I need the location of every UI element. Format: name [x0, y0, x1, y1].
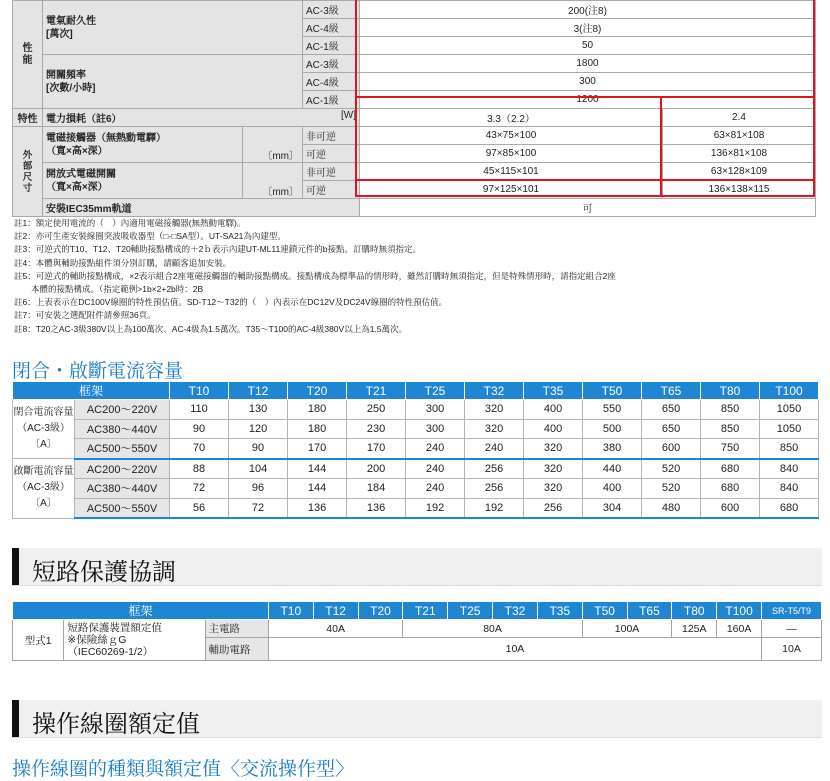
model-header: T100	[760, 382, 819, 400]
electrical-durability-label: 電氣耐久性 [萬次]	[43, 1, 303, 55]
model-header: T25	[406, 382, 465, 400]
value-cell: 136×138×115	[663, 181, 816, 199]
value-cell: 104	[229, 459, 288, 479]
value-cell: 88	[170, 459, 229, 479]
value-cell: 120	[229, 419, 288, 439]
category-cell: AC-1級	[303, 91, 360, 109]
value-cell: 110	[170, 400, 229, 420]
value-cell: 380	[583, 439, 642, 459]
value-cell: 72	[170, 479, 229, 499]
value-cell: 840	[760, 459, 819, 479]
value-cell: 144	[288, 479, 347, 499]
model-header: T32	[465, 382, 524, 400]
value-cell: 1050	[760, 419, 819, 439]
group-characteristics-label: 特性	[13, 109, 43, 127]
value-cell: 850	[701, 400, 760, 420]
value-cell: 50	[360, 37, 816, 55]
note-line: 註3：可逆式的T10、T12、T20輔助接點構成的＋2ｂ表示內建UT-ML11連鎖元件的b接點。訂購時無須指定。	[14, 244, 421, 255]
value-cell: 40A	[268, 620, 402, 638]
value-cell: 192	[465, 498, 524, 518]
model-header: SR-T5/T9	[762, 602, 822, 620]
spec-table	[12, 0, 816, 217]
category-cell: AC-4級	[303, 73, 360, 91]
value-cell: 96	[229, 479, 288, 499]
capacity-header-row	[13, 382, 819, 400]
value-cell: 400	[583, 479, 642, 499]
capacity-title: 閉合・啟斷電流容量	[12, 361, 184, 382]
rating-label: 短路保護裝置額定值 ※保險絲ｇG （IEC60269-1/2）	[64, 620, 205, 661]
value-cell: 680	[701, 459, 760, 479]
model-header: T35	[537, 602, 582, 620]
category-cell: AC-4級	[303, 19, 360, 37]
switching-frequency-label: 開關頻率 [次數/小時]	[43, 55, 303, 109]
model-header: T20	[288, 382, 347, 400]
type-cell: 可逆	[303, 145, 360, 163]
power-loss-unit: [W]	[341, 110, 356, 121]
value-cell: 256	[524, 498, 583, 518]
value-cell: 300	[406, 400, 465, 420]
value-cell: 144	[288, 459, 347, 479]
value-cell: 170	[288, 439, 347, 459]
value-cell: 3(注8)	[360, 19, 816, 37]
category-cell: AC-3級	[303, 1, 360, 19]
value-cell: 300	[360, 73, 816, 91]
value-cell: 680	[760, 498, 819, 518]
value-cell: 1800	[360, 55, 816, 73]
note-line: 註5：可逆式的輔助接點構成，×2表示組合2座電磁接觸器的輔助接點構成。接點構成為標準品的情形時，雖然訂購時無須指定，但是特殊情形時，請指定組合2座	[14, 270, 616, 281]
frame-header: 框架	[13, 602, 269, 620]
model-header: T21	[403, 602, 448, 620]
value-cell: 650	[642, 400, 701, 420]
voltage-cell: AC380～440V	[75, 419, 170, 439]
value-cell: 45×115×101	[360, 163, 663, 181]
value-cell: 320	[524, 479, 583, 499]
type-cell: 非可逆	[303, 163, 360, 181]
type-cell: 非可逆	[303, 127, 360, 145]
model-header: T25	[448, 602, 493, 620]
value-cell: 90	[229, 439, 288, 459]
value-cell: 304	[583, 498, 642, 518]
type-label: 型式1	[13, 620, 64, 661]
value-cell: 125A	[672, 620, 717, 638]
capacity-row	[13, 400, 819, 420]
value-cell: 250	[347, 400, 406, 420]
value-cell: 180	[288, 400, 347, 420]
value-cell: 130	[229, 400, 288, 420]
value-cell: 97×125×101	[360, 181, 663, 199]
note-line: 註7：可安裝之選配附件請參照36頁。	[14, 310, 156, 321]
value-cell: 43×75×100	[360, 127, 663, 145]
aux-circuit-label: 輔助電路	[205, 638, 268, 661]
value-cell: 320	[524, 459, 583, 479]
value-cell: 90	[170, 419, 229, 439]
model-header: T80	[672, 602, 717, 620]
capacity-row	[13, 439, 819, 459]
model-header: T20	[358, 602, 403, 620]
notes	[14, 217, 819, 336]
value-cell: 400	[524, 400, 583, 420]
value-cell: 300	[406, 419, 465, 439]
value-cell: 400	[524, 419, 583, 439]
heading-text: 短路保護協調	[32, 559, 176, 586]
value-cell: 63×128×109	[663, 163, 816, 181]
model-header: T21	[347, 382, 406, 400]
spec-row	[13, 55, 816, 73]
value-cell: 320	[524, 439, 583, 459]
value-cell: 240	[465, 439, 524, 459]
value-cell: 1200	[360, 91, 816, 109]
value-cell: 750	[701, 439, 760, 459]
value-cell: 840	[760, 479, 819, 499]
note-line: 註6：上表表示在DC100V線圈的特性預估值。SD-T12～T32的（ ）內表示在DC12V及DC24V線圈的特性預估值。	[14, 297, 448, 308]
spec-row	[13, 163, 816, 181]
voltage-cell: AC200～220V	[75, 459, 170, 479]
voltage-cell: AC500～550V	[75, 439, 170, 459]
model-header: T65	[627, 602, 672, 620]
value-cell: 230	[347, 419, 406, 439]
note-line: 註4：本體與輔助接點組件須分別訂購，請顧客追加安裝。	[14, 257, 232, 268]
value-cell: 480	[642, 498, 701, 518]
din-rail-value: 可	[360, 199, 816, 217]
voltage-cell: AC200～220V	[75, 400, 170, 420]
value-cell: 600	[642, 439, 701, 459]
value-cell: 136×81×108	[663, 145, 816, 163]
value-cell: 192	[406, 498, 465, 518]
category-cell: AC-1級	[303, 37, 360, 55]
heading-bar	[12, 548, 19, 585]
contactor-dimension-label: 電磁接觸器（無熱動電驛） （寬×高×深）	[43, 127, 243, 163]
frame-header: 框架	[13, 382, 170, 400]
sc-header-row	[13, 602, 822, 620]
group-performance-label: 性 能	[13, 1, 43, 109]
category-cell: AC-3級	[303, 55, 360, 73]
value-cell: 550	[583, 400, 642, 420]
section-heading-short-circuit	[12, 548, 822, 586]
model-header: T10	[268, 602, 313, 620]
value-cell: 170	[347, 439, 406, 459]
value-cell: 520	[642, 459, 701, 479]
starter-dimension-label: 開放式電磁開關 （寬×高×深）	[43, 163, 243, 199]
capacity-group-label: 啟斷電流容量 （AC-3級） 〔A〕	[13, 459, 75, 519]
spec-row	[13, 199, 816, 217]
model-header: T50	[583, 382, 642, 400]
dimension-unit: 〔mm〕	[243, 127, 303, 163]
din-rail-label: 安裝IEC35mm軌道	[43, 199, 360, 217]
value-cell: 3.3（2.2）	[360, 109, 663, 127]
value-cell: 10A	[762, 638, 822, 661]
power-loss-text: 電力損耗（註6）	[46, 114, 122, 125]
value-cell: 80A	[403, 620, 582, 638]
value-cell: 136	[347, 498, 406, 518]
value-cell: 256	[465, 459, 524, 479]
value-cell: 70	[170, 439, 229, 459]
section-heading-coil	[12, 700, 822, 738]
spec-row-power	[13, 109, 816, 127]
value-cell: 63×81×108	[663, 127, 816, 145]
model-header: T100	[717, 602, 762, 620]
sc-main-row	[13, 620, 822, 638]
heading-bar	[12, 700, 19, 737]
capacity-row	[13, 498, 819, 518]
value-cell: 256	[465, 479, 524, 499]
note-line: 本體的接點構成。（指定範例>1b×2+2b時：2B	[14, 284, 204, 295]
short-circuit-table	[12, 601, 822, 661]
value-cell: 10A	[268, 638, 761, 661]
value-cell: 184	[347, 479, 406, 499]
model-header: T80	[701, 382, 760, 400]
model-header: T10	[170, 382, 229, 400]
value-cell: 200(注8)	[360, 1, 816, 19]
model-header: T50	[582, 602, 627, 620]
capacity-row	[13, 419, 819, 439]
value-cell: 56	[170, 498, 229, 518]
model-header: T12	[313, 602, 358, 620]
type-cell: 可逆	[303, 181, 360, 199]
value-cell: 240	[406, 439, 465, 459]
main-circuit-label: 主電路	[205, 620, 268, 638]
value-cell: 136	[288, 498, 347, 518]
value-cell: 680	[701, 479, 760, 499]
value-cell: 240	[406, 479, 465, 499]
power-loss-label	[43, 109, 360, 127]
voltage-cell: AC500～550V	[75, 498, 170, 518]
value-cell: 850	[760, 439, 819, 459]
capacity-row	[13, 459, 819, 479]
value-cell: 160A	[717, 620, 762, 638]
model-header: T35	[524, 382, 583, 400]
value-cell: 440	[583, 459, 642, 479]
capacity-table	[12, 381, 819, 519]
value-cell: 100A	[582, 620, 672, 638]
capacity-row	[13, 479, 819, 499]
heading-text: 操作線圈額定值	[32, 711, 200, 738]
value-cell: 320	[465, 419, 524, 439]
model-header: T65	[642, 382, 701, 400]
dimension-unit: 〔mm〕	[243, 163, 303, 199]
group-dimensions-label: 外 部 尺 寸	[13, 127, 43, 217]
value-cell: 320	[465, 400, 524, 420]
note-line: 註2：亦可生產安裝線圈突波吸收器型（□-□SA型）。UT-SA21為內建型。	[14, 231, 286, 242]
note-line: 註8：T20之AC-3級380V以上為100萬次、AC-4級為1.5萬次。T35～T100的AC-4級380V以上為1.5萬次。	[14, 323, 408, 334]
value-cell: 200	[347, 459, 406, 479]
value-cell: 600	[701, 498, 760, 518]
model-header: T12	[229, 382, 288, 400]
value-cell: 650	[642, 419, 701, 439]
value-cell: ―	[762, 620, 822, 638]
value-cell: 1050	[760, 400, 819, 420]
value-cell: 180	[288, 419, 347, 439]
capacity-group-label: 閉合電流容量 （AC-3級） 〔A〕	[13, 400, 75, 459]
model-header: T32	[493, 602, 538, 620]
value-cell: 850	[701, 419, 760, 439]
value-cell: 97×85×100	[360, 145, 663, 163]
spec-row	[13, 127, 816, 145]
value-cell: 520	[642, 479, 701, 499]
value-cell: 2.4	[663, 109, 816, 127]
voltage-cell: AC380～440V	[75, 479, 170, 499]
note-line: 註1：額定使用電流的（ ）內適用電磁接觸器(無熱動電驛)。	[14, 218, 246, 228]
coil-subtitle: 操作線圈的種類與額定值〈交流操作型〉	[12, 759, 355, 780]
value-cell: 72	[229, 498, 288, 518]
value-cell: 240	[406, 459, 465, 479]
value-cell: 500	[583, 419, 642, 439]
spec-row	[13, 1, 816, 19]
